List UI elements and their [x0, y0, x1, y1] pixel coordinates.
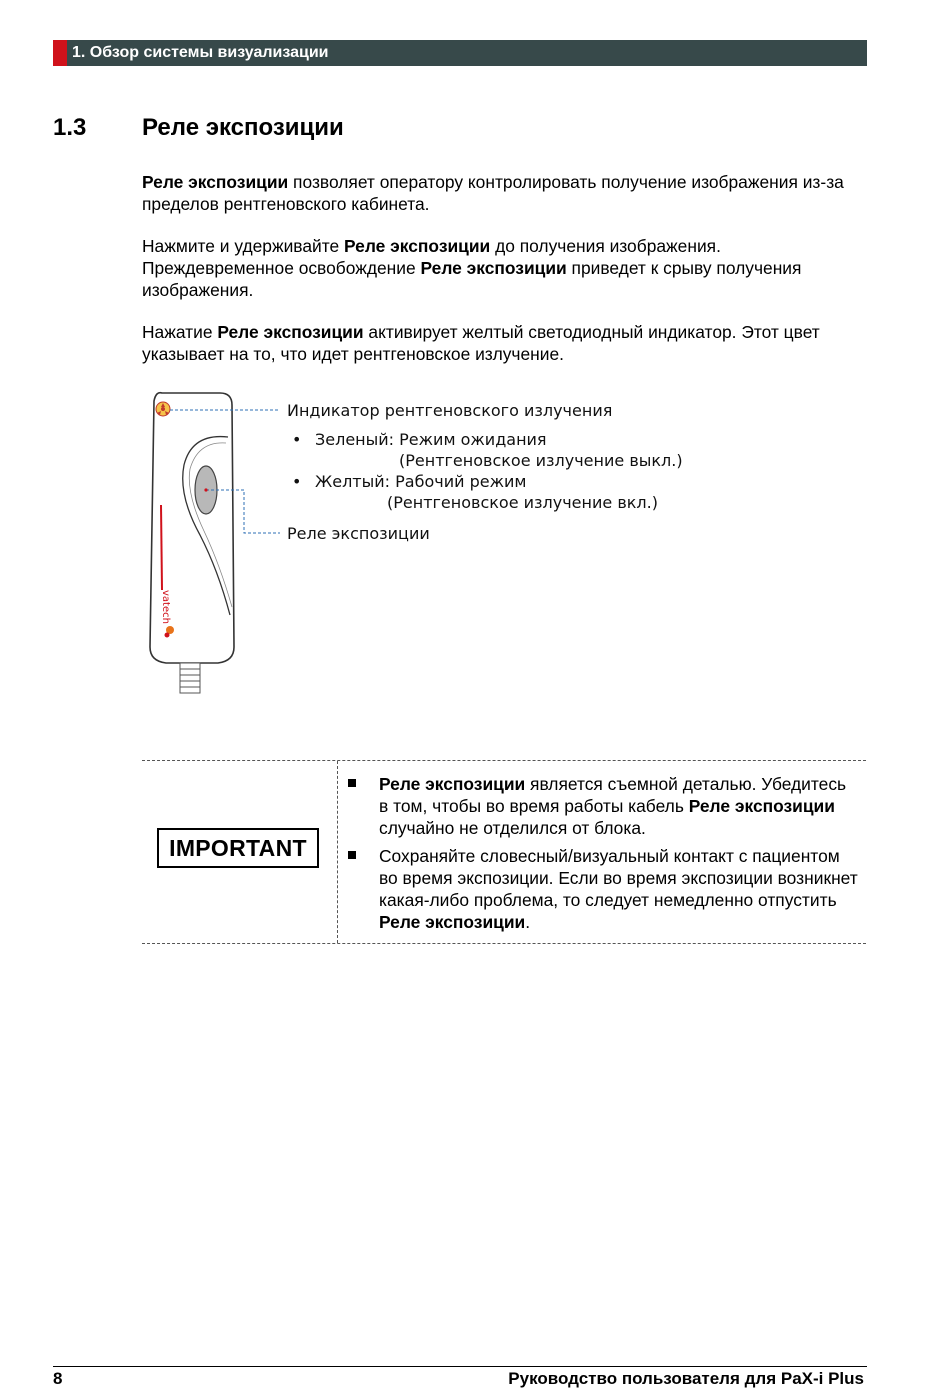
device-cable-icon	[180, 663, 200, 693]
green-state-label: Зеленый: Режим ожидания	[315, 430, 547, 449]
yellow-state-label: Желтый: Рабочий режим	[315, 472, 527, 491]
paragraph-2: Нажмите и удерживайте Реле экспозиции до получения изображения. Преждевременное освобождение Реле экспозиции приведет к срыву получения изображения.	[142, 236, 802, 300]
important-divider	[337, 761, 338, 943]
bold-term: Реле экспозиции	[142, 172, 289, 192]
yellow-state-note: (Рентгеновское излучение вкл.)	[387, 493, 658, 512]
important-item-2: Сохраняйте словесный/визуальный контакт с пациентом во время экспозиции. Если во время экспозиции возникнет какая-либо проблема, то следует немедленно отпустить Реле экспозиции.	[379, 846, 858, 932]
important-label: IMPORTANT	[157, 828, 319, 868]
important-bottom-border	[142, 943, 866, 944]
device-red-stripe	[161, 505, 162, 590]
page-number: 8	[53, 1369, 63, 1388]
important-item-1: Реле экспозиции является съемной деталью. Убедитесь в том, чтобы во время работы кабель Реле экспозиции случайно не отделился от блока.	[379, 774, 847, 838]
header-accent-stripe	[53, 40, 67, 66]
bold-term: Реле экспозиции	[344, 236, 491, 256]
bullet: •	[292, 472, 302, 491]
bullet: •	[292, 430, 302, 449]
chapter-header-bar	[53, 40, 867, 66]
footer-rule	[53, 1366, 867, 1367]
brand-logo: vatech	[160, 590, 171, 624]
bold-term: Реле экспозиции	[420, 258, 567, 278]
important-top-border	[142, 760, 866, 761]
exposure-switch-illustration	[140, 385, 300, 705]
paragraph-1: Реле экспозиции позволяет оператору контролировать получение изображения из-за пределов рентгеновского кабинета.	[142, 172, 844, 214]
square-bullet-icon	[348, 851, 356, 859]
section-number: 1.3	[53, 114, 87, 141]
green-state-note: (Рентгеновское излучение выкл.)	[399, 451, 683, 470]
manual-title: Руководство пользователя для PaX-i Plus	[508, 1369, 864, 1388]
section-title: Реле экспозиции	[142, 114, 344, 141]
switch-label: Реле экспозиции	[287, 524, 430, 543]
paragraph-3: Нажатие Реле экспозиции активирует желтый светодиодный индикатор. Этот цвет указывает на то, что идет рентгеновское излучение.	[142, 322, 820, 364]
square-bullet-icon	[348, 779, 356, 787]
bold-term: Реле экспозиции	[217, 322, 364, 342]
indicator-label: Индикатор рентгеновского излучения	[287, 401, 613, 420]
chapter-title: 1. Обзор системы визуализации	[72, 44, 329, 61]
